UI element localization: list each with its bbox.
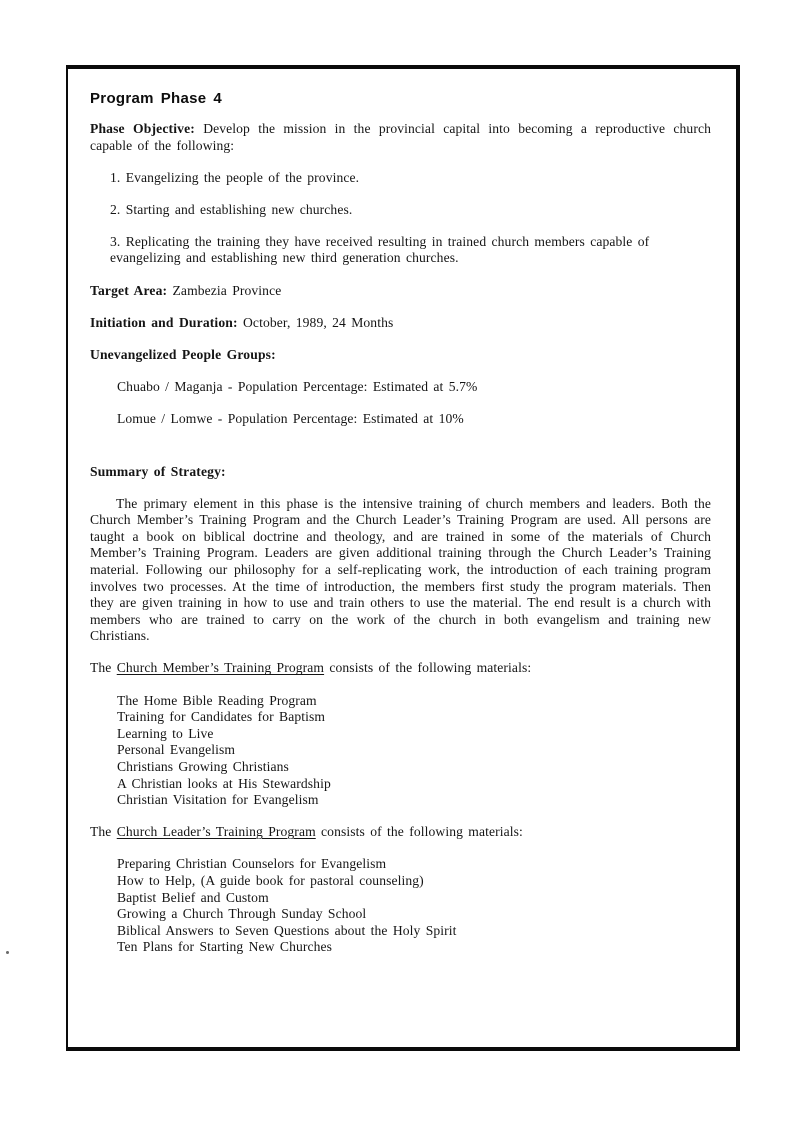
people-group-item-1: Chuabo / Maganja - Population Percentage: Estimated at 5.7% [117,378,478,394]
phase-objective-label: Phase Objective: [90,121,195,136]
initiation-duration-label: Initiation and Duration: [90,314,238,330]
objective-item-1: 1. Evangelizing the people of the province. [110,169,360,185]
material-item: Ten Plans for Starting New Churches [117,939,333,955]
material-item: A Christian looks at His Stewardship [117,775,331,791]
target-area-label: Target Area: [90,282,168,298]
material-item: Learning to Live [117,725,214,741]
member-program-prefix: The [90,660,117,676]
scan-artifact-dot [6,951,9,954]
leader-program-suffix: consists of the following materials: [315,824,523,840]
member-program-intro [90,660,711,677]
leader-program-materials [117,856,711,956]
document-frame [66,65,740,1051]
initiation-duration-line [90,315,711,332]
leader-program-name: Church Leader’s Training Program [116,824,316,840]
people-groups-heading: Unevangelized People Groups: [90,346,276,362]
initiation-duration-value: October, 1989, 24 Months [243,314,394,330]
member-program-suffix: consists of the following materials: [324,660,532,676]
material-item: Christians Growing Christians [117,758,289,774]
target-area-value: Zambezia Province [172,282,282,298]
phase-objective-paragraph [90,121,711,154]
leader-program-prefix: The [90,824,117,840]
phase-objective-text: Develop the mission in the provincial capital into becoming a reproductive church capable of the following: [90,121,711,153]
objective-item-3: 3. Replicating the training they have received resulting in trained church members capable of evangelizing and establishing new third generation churches. [110,233,650,266]
material-item: Baptist Belief and Custom [117,889,269,905]
material-item: Christian Visitation for Evangelism [117,792,319,808]
page-title: Program Phase 4 [90,90,223,107]
material-item: Personal Evangelism [117,742,236,758]
target-area-line [90,283,711,300]
member-program-name: Church Member’s Training Program [116,660,325,676]
material-item: Preparing Christian Counselors for Evangelism [117,856,387,872]
leader-program-intro [90,824,711,841]
member-program-materials [117,693,711,809]
strategy-paragraph: The primary element in this phase is the intensive training of church members and leaders. Both the Church Member’s Training Program and the Church Leader’s Training Program are used. All persons are taught a book on biblical doctrine and theology, and are trained in some of the materials of Church Member’s Training Program. Leaders are given additional training through the Church Leader’s Training material. Following our philosophy for a self-replicating work, the introduction of each training program involves two processes. At the time of introduction, the members first study the program materials. Then they are given training in how to use and train others to use the material. The end result is a church with members who are trained to carry on the work of the church in both evangelism and training new Christians. [90,495,711,644]
objective-item-2: 2. Starting and establishing new churches. [110,201,353,217]
strategy-heading: Summary of Strategy: [90,463,226,479]
material-item: Biblical Answers to Seven Questions about the Holy Spirit [117,922,457,938]
material-item: Growing a Church Through Sunday School [117,906,367,922]
people-group-item-2: Lomue / Lomwe - Population Percentage: Estimated at 10% [117,410,464,426]
material-item: The Home Bible Reading Program [117,692,317,708]
material-item: How to Help, (A guide book for pastoral counseling) [117,872,424,888]
material-item: Training for Candidates for Baptism [117,709,326,725]
